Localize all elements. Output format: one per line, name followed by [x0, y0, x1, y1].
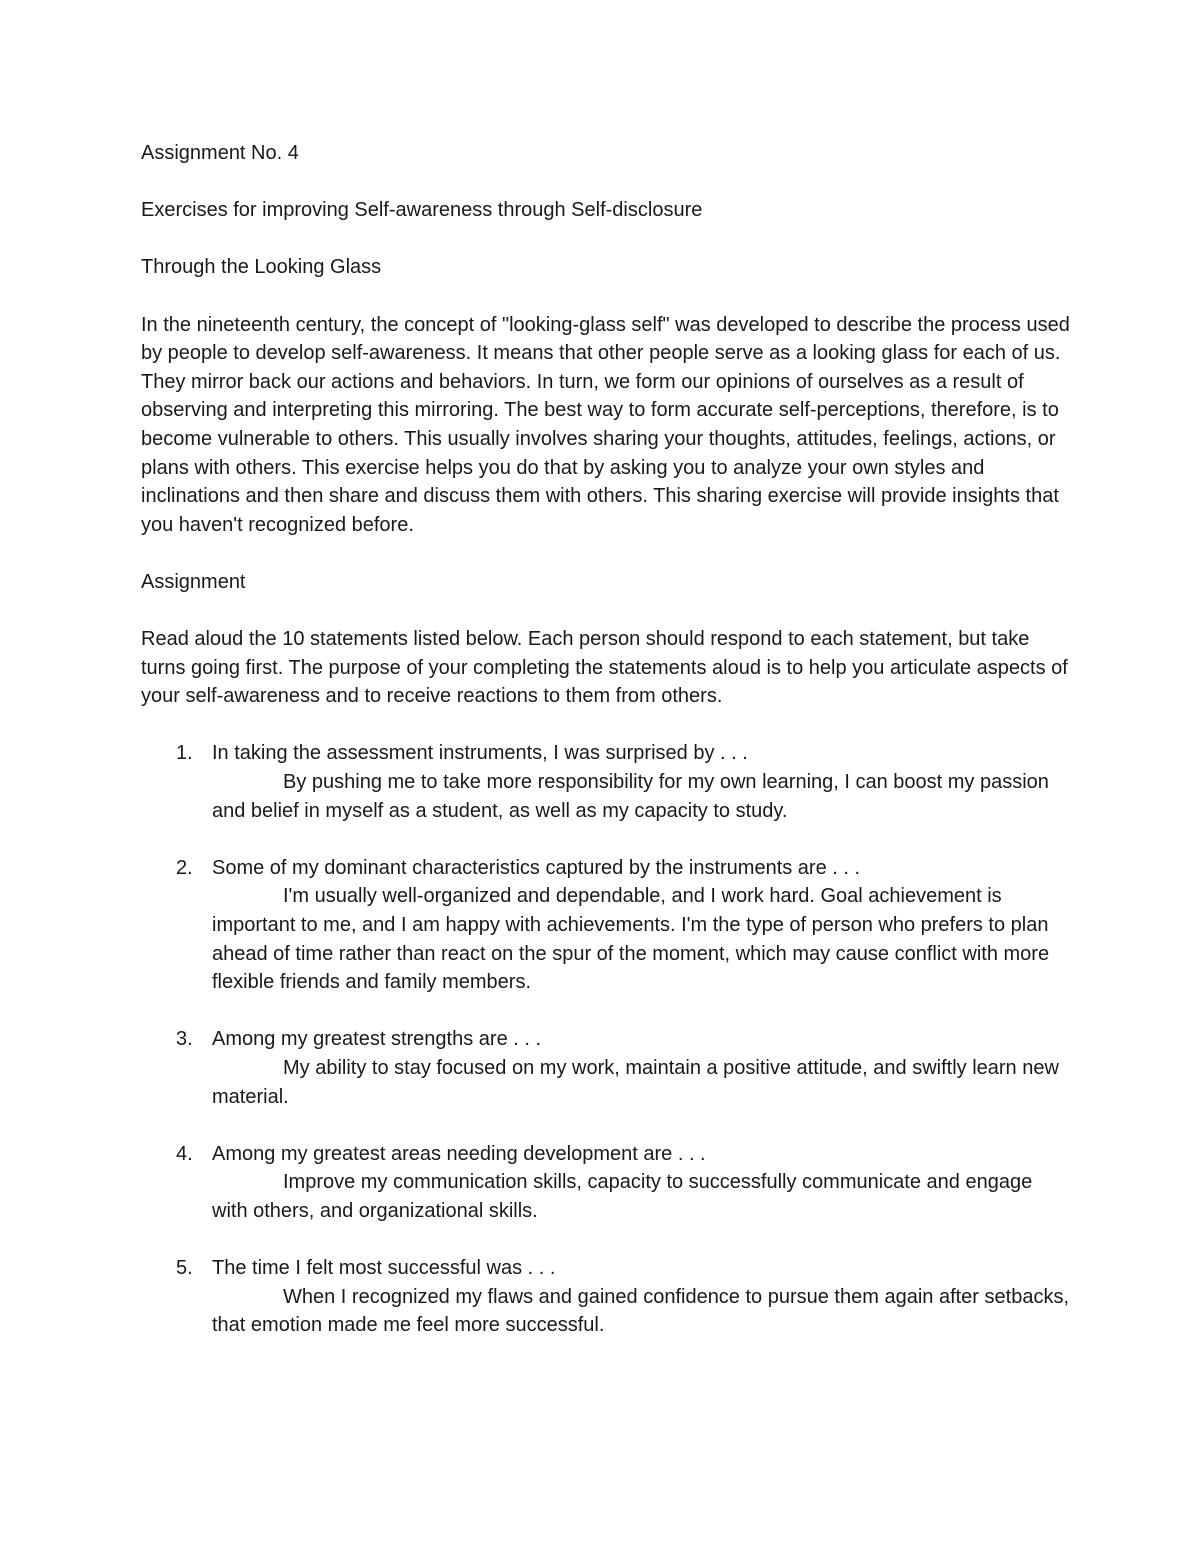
statement-response: By pushing me to take more responsibility for my own learning, I can boost my passion and belief in myself as a student, as well as my capacity to study.	[212, 771, 1049, 822]
statement-item	[141, 739, 1071, 825]
statement-number: 5.	[176, 1257, 193, 1280]
section-title: Through the Looking Glass	[141, 256, 382, 279]
statement-response: Improve my communication skills, capacity to successfully communicate and engage with others, and organizational skills.	[212, 1171, 1033, 1222]
statement-prompt: In taking the assessment instruments, I was surprised by . . .	[212, 742, 748, 765]
statement-prompt: Some of my dominant characteristics captured by the instruments are . . .	[212, 856, 861, 879]
document-title: Assignment No. 4	[141, 142, 299, 164]
statement-item	[141, 1254, 1071, 1340]
statement-item	[141, 1140, 1071, 1226]
statement-item	[141, 1025, 1071, 1111]
statement-prompt: Among my greatest strengths are . . .	[212, 1028, 542, 1051]
statement-response: I'm usually well-organized and dependable, and I work hard. Goal achievement is important to me, and I am happy with achievements. I'm the type of person who prefers to plan ahead of time rather than react on the spur of the moment, which may cause conflict with more flexible friends and family members.	[212, 885, 1050, 994]
statement-number: 4.	[176, 1142, 193, 1165]
statement-item	[141, 854, 1071, 997]
statement-prompt: Among my greatest areas needing development are . . .	[212, 1142, 706, 1165]
assignment-heading: Assignment	[141, 570, 246, 593]
statement-number: 3.	[176, 1028, 193, 1051]
statement-number: 1.	[176, 742, 193, 765]
document-subtitle: Exercises for improving Self-awareness through Self-disclosure	[141, 199, 703, 222]
document-page	[141, 139, 1071, 1369]
assignment-instructions: Read aloud the 10 statements listed below. Each person should respond to each statement, but take turns going first. The purpose of your completing the statements aloud is to help you articulate aspects of your self-awareness and to receive reactions to them from others.	[141, 628, 1068, 708]
statement-response: My ability to stay focused on my work, maintain a positive attitude, and swiftly learn new material.	[212, 1057, 1059, 1108]
statement-response: When I recognized my flaws and gained confidence to pursue them again after setbacks, that emotion made me feel more successful.	[212, 1285, 1070, 1337]
statement-list	[141, 739, 1071, 1339]
statement-prompt: The time I felt most successful was . . .	[212, 1257, 556, 1280]
intro-paragraph: In the nineteenth century, the concept of "looking-glass self" was developed to describe the process used by people to develop self-awareness. It means that other people serve as a looking glass for each of us. They mirror back our actions and behaviors. In turn, we form our opinions of ourselves as a result of observing and interpreting this mirroring. The best way to form accurate self-perceptions, therefore, is to become vulnerable to others. This usually involves sharing your thoughts, attitudes, feelings, actions, or plans with others. This exercise helps you do that by asking you to analyze your own styles and inclinations and then share and discuss them with others. This sharing exercise will provide insights that you haven't recognized before.	[141, 313, 1070, 536]
statement-number: 2.	[176, 856, 193, 879]
